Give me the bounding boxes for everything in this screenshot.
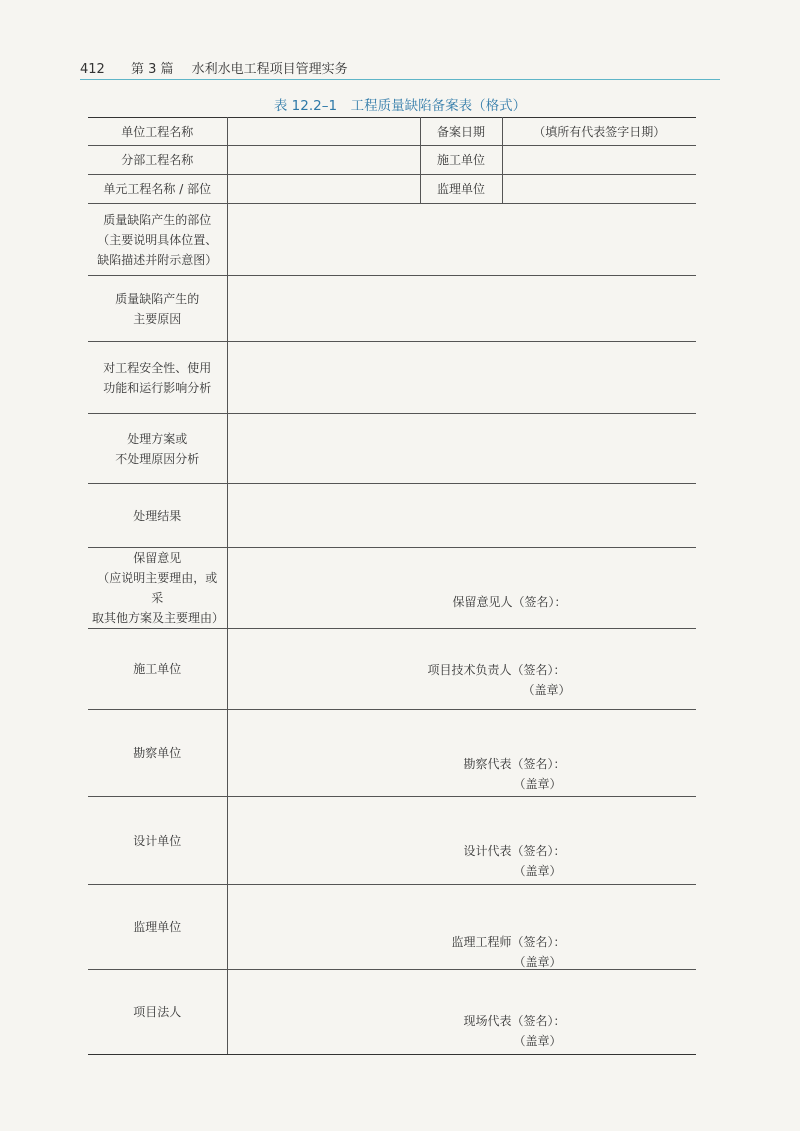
defect-location-line: （主要说明具体位置、 xyxy=(97,232,218,247)
reservation-line: 保留意见 xyxy=(133,551,182,565)
table-row xyxy=(88,629,696,710)
owner-signer: 现场代表（签名）： xyxy=(463,1014,566,1028)
table-row xyxy=(88,710,696,797)
treatment-plan-line: 处理方案或 xyxy=(127,431,188,446)
division-project-label: 分部工程名称 xyxy=(88,146,227,175)
table-row xyxy=(88,885,696,970)
defect-filing-table xyxy=(88,117,696,1055)
impact-analysis-line: 功能和运行影响分析 xyxy=(103,380,212,395)
filing-date-note: （填所有代表签字日期） xyxy=(502,118,696,146)
table-title: 表 12.2–1 工程质量缺陷备案表（格式） xyxy=(273,98,527,114)
reservation-label xyxy=(88,548,227,629)
construction-unit-header-value xyxy=(502,146,696,175)
defect-cause-line: 主要原因 xyxy=(133,311,182,326)
book-title: 水利水电工程项目管理实务 xyxy=(191,62,348,77)
table-row xyxy=(88,175,696,204)
treatment-result-label: 处理结果 xyxy=(88,484,227,548)
table-row xyxy=(88,342,696,414)
defect-cause-value xyxy=(227,276,696,342)
survey-seal: （盖章） xyxy=(513,777,562,791)
defect-location-label xyxy=(88,204,227,276)
unit-project-label: 单位工程名称 xyxy=(88,118,227,146)
division-project-value xyxy=(227,146,420,175)
table-row xyxy=(88,414,696,484)
page-number: 412 xyxy=(80,62,105,77)
defect-cause-label xyxy=(88,276,227,342)
survey-unit-label: 勘察单位 xyxy=(88,710,227,797)
reservation-signer: 保留意见人（签名）： xyxy=(452,595,567,609)
design-seal: （盖章） xyxy=(513,864,562,878)
impact-analysis-value xyxy=(227,342,696,414)
survey-sign-cell xyxy=(227,710,696,797)
defect-cause-line: 质量缺陷产生的 xyxy=(115,291,200,306)
treatment-result-value xyxy=(227,484,696,548)
treatment-plan-label xyxy=(88,414,227,484)
project-owner-label: 项目法人 xyxy=(88,970,227,1055)
treatment-plan-line: 不处理原因分析 xyxy=(115,451,200,466)
construction-unit-label: 施工单位 xyxy=(88,629,227,710)
table-row xyxy=(88,146,696,175)
treatment-plan-value xyxy=(227,414,696,484)
reservation-line: 取其他方案及主要理由） xyxy=(92,611,225,625)
table-row xyxy=(88,797,696,885)
reservation-line: （应说明主要理由，或采 xyxy=(97,571,218,605)
design-unit-label: 设计单位 xyxy=(88,797,227,885)
supervision-unit-label: 监理单位 xyxy=(88,885,227,970)
table-row xyxy=(88,276,696,342)
unit-project-value xyxy=(227,118,420,146)
design-sign-cell xyxy=(227,797,696,885)
defect-location-line: 质量缺陷产生的部位 xyxy=(103,212,212,227)
owner-sign-cell xyxy=(227,970,696,1055)
construction-sign-cell xyxy=(227,629,696,710)
supervision-unit-header-value xyxy=(502,175,696,204)
defect-location-line: 缺陷描述并附示意图） xyxy=(97,252,218,267)
supervision-seal: （盖章） xyxy=(513,955,562,969)
filing-date-label: 备案日期 xyxy=(420,118,502,146)
construction-unit-header-label: 施工单位 xyxy=(420,146,502,175)
table-row xyxy=(88,548,696,629)
owner-seal: （盖章） xyxy=(513,1034,562,1048)
header-rule xyxy=(80,79,720,80)
table-row xyxy=(88,484,696,548)
element-project-value xyxy=(227,175,420,204)
table-row xyxy=(88,970,696,1055)
element-project-label: 单元工程名称 / 部位 xyxy=(88,175,227,204)
page-header xyxy=(80,58,348,77)
part-label: 第 3 篇 xyxy=(130,62,174,77)
impact-analysis-line: 对工程安全性、使用 xyxy=(103,360,212,375)
supervision-signer: 监理工程师（签名）： xyxy=(451,935,566,949)
table-row xyxy=(88,118,696,146)
defect-location-value xyxy=(227,204,696,276)
survey-signer: 勘察代表（签名）： xyxy=(463,757,566,771)
reservation-value xyxy=(227,548,696,629)
design-signer: 设计代表（签名）： xyxy=(463,844,566,858)
impact-analysis-label xyxy=(88,342,227,414)
supervision-sign-cell xyxy=(227,885,696,970)
supervision-unit-header-label: 监理单位 xyxy=(420,175,502,204)
construction-seal: （盖章） xyxy=(522,683,571,697)
construction-signer: 项目技术负责人（签名）： xyxy=(427,663,566,677)
table-row xyxy=(88,204,696,276)
